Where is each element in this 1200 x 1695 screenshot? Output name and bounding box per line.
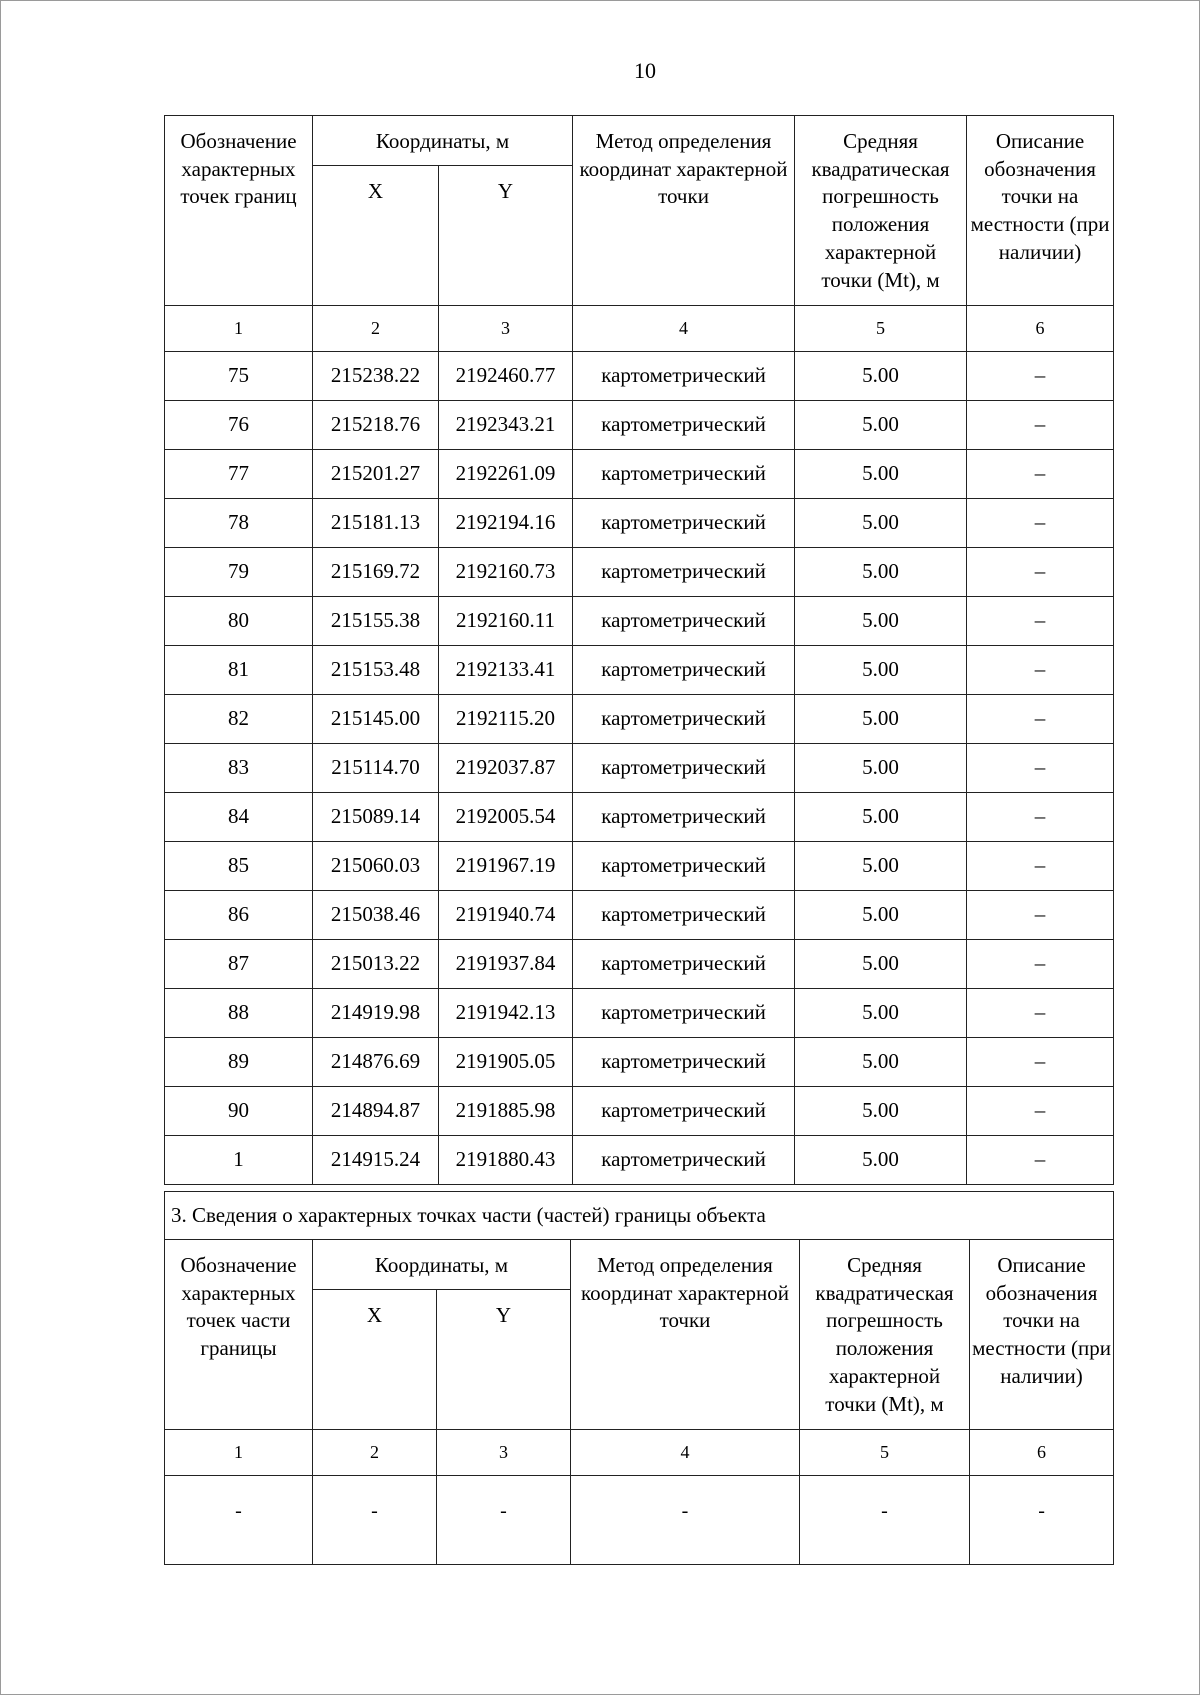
header-point-designation: Обозначение характерных точек границ bbox=[165, 116, 313, 306]
header-coordinates: Координаты, м bbox=[313, 1240, 571, 1290]
cell-error: 5.00 bbox=[795, 891, 967, 940]
cell-point: - bbox=[165, 1476, 313, 1565]
cell-x: - bbox=[313, 1476, 437, 1565]
cell-y: 2191942.13 bbox=[439, 989, 573, 1038]
cell-method: картометрический bbox=[573, 744, 795, 793]
header-y: Y bbox=[439, 166, 573, 306]
cell-x: 215145.00 bbox=[313, 695, 439, 744]
cell-description: – bbox=[967, 891, 1114, 940]
cell-error: 5.00 bbox=[795, 940, 967, 989]
cell-point: 83 bbox=[165, 744, 313, 793]
cell-y: 2192005.54 bbox=[439, 793, 573, 842]
column-number: 4 bbox=[571, 1430, 800, 1476]
coordinates-table bbox=[164, 115, 1114, 1185]
cell-error: 5.00 bbox=[795, 695, 967, 744]
cell-point: 80 bbox=[165, 597, 313, 646]
cell-error: 5.00 bbox=[795, 499, 967, 548]
cell-method: картометрический bbox=[573, 989, 795, 1038]
cell-point: 78 bbox=[165, 499, 313, 548]
cell-description: – bbox=[967, 548, 1114, 597]
cell-y: 2191880.43 bbox=[439, 1136, 573, 1185]
cell-method: картометрический bbox=[573, 695, 795, 744]
table-row bbox=[165, 597, 1114, 646]
table-row bbox=[165, 940, 1114, 989]
cell-description: – bbox=[967, 744, 1114, 793]
table-row bbox=[165, 695, 1114, 744]
cell-description: – bbox=[967, 940, 1114, 989]
header-x: X bbox=[313, 166, 439, 306]
cell-point: 87 bbox=[165, 940, 313, 989]
cell-y: 2191937.84 bbox=[439, 940, 573, 989]
table-row bbox=[165, 842, 1114, 891]
cell-x: 215089.14 bbox=[313, 793, 439, 842]
table-row bbox=[165, 1087, 1114, 1136]
cell-y: 2192261.09 bbox=[439, 450, 573, 499]
cell-x: 215169.72 bbox=[313, 548, 439, 597]
column-number: 2 bbox=[313, 1430, 437, 1476]
cell-description: – bbox=[967, 1038, 1114, 1087]
cell-point: 84 bbox=[165, 793, 313, 842]
cell-y: 2191885.98 bbox=[439, 1087, 573, 1136]
cell-error: 5.00 bbox=[795, 1136, 967, 1185]
cell-point: 89 bbox=[165, 1038, 313, 1087]
cell-description: – bbox=[967, 499, 1114, 548]
cell-method: картометрический bbox=[573, 842, 795, 891]
cell-method: картометрический bbox=[573, 1087, 795, 1136]
cell-description: – bbox=[967, 401, 1114, 450]
cell-x: 215038.46 bbox=[313, 891, 439, 940]
column-number: 4 bbox=[573, 306, 795, 352]
header-method: Метод определения координат характерной точки bbox=[571, 1240, 800, 1430]
header-mean-error: Средняя квадратическая погрешность положения характерной точки (Mt), м bbox=[800, 1240, 970, 1430]
table-row bbox=[165, 793, 1114, 842]
cell-x: 214876.69 bbox=[313, 1038, 439, 1087]
cell-y: - bbox=[437, 1476, 571, 1565]
cell-y: 2192343.21 bbox=[439, 401, 573, 450]
cell-method: картометрический bbox=[573, 891, 795, 940]
cell-method: картометрический bbox=[573, 597, 795, 646]
cell-point: 75 bbox=[165, 352, 313, 401]
cell-y: 2191905.05 bbox=[439, 1038, 573, 1087]
cell-method: картометрический bbox=[573, 940, 795, 989]
cell-x: 215155.38 bbox=[313, 597, 439, 646]
cell-y: 2192160.11 bbox=[439, 597, 573, 646]
cell-point: 79 bbox=[165, 548, 313, 597]
table-row bbox=[165, 401, 1114, 450]
header-method: Метод определения координат характерной точки bbox=[573, 116, 795, 306]
header-description: Описание обозначения точки на местности (при наличии) bbox=[967, 116, 1114, 306]
cell-point: 81 bbox=[165, 646, 313, 695]
cell-y: 2192460.77 bbox=[439, 352, 573, 401]
cell-method: - bbox=[571, 1476, 800, 1565]
cell-error: - bbox=[800, 1476, 970, 1565]
cell-y: 2191967.19 bbox=[439, 842, 573, 891]
cell-point: 88 bbox=[165, 989, 313, 1038]
cell-x: 215153.48 bbox=[313, 646, 439, 695]
cell-point: 76 bbox=[165, 401, 313, 450]
column-number-row bbox=[165, 1430, 1114, 1476]
cell-y: 2191940.74 bbox=[439, 891, 573, 940]
column-number: 5 bbox=[800, 1430, 970, 1476]
table-header-row bbox=[165, 116, 1114, 166]
cell-y: 2192133.41 bbox=[439, 646, 573, 695]
cell-y: 2192194.16 bbox=[439, 499, 573, 548]
table-row bbox=[165, 548, 1114, 597]
cell-method: картометрический bbox=[573, 646, 795, 695]
cell-error: 5.00 bbox=[795, 597, 967, 646]
cell-method: картометрический bbox=[573, 499, 795, 548]
cell-point: 77 bbox=[165, 450, 313, 499]
cell-point: 90 bbox=[165, 1087, 313, 1136]
cell-error: 5.00 bbox=[795, 548, 967, 597]
cell-x: 214894.87 bbox=[313, 1087, 439, 1136]
cell-point: 82 bbox=[165, 695, 313, 744]
page-number: 10 bbox=[634, 58, 656, 83]
cell-description: - bbox=[970, 1476, 1114, 1565]
column-number: 3 bbox=[439, 306, 573, 352]
table-row bbox=[165, 989, 1114, 1038]
cell-description: – bbox=[967, 793, 1114, 842]
cell-y: 2192160.73 bbox=[439, 548, 573, 597]
section3-title: 3. Сведения о характерных точках части (частей) границы объекта bbox=[165, 1192, 1114, 1240]
cell-y: 2192037.87 bbox=[439, 744, 573, 793]
cell-description: – bbox=[967, 646, 1114, 695]
cell-error: 5.00 bbox=[795, 989, 967, 1038]
cell-description: – bbox=[967, 450, 1114, 499]
cell-description: – bbox=[967, 1087, 1114, 1136]
cell-point: 86 bbox=[165, 891, 313, 940]
header-y: Y bbox=[437, 1290, 571, 1430]
cell-error: 5.00 bbox=[795, 793, 967, 842]
cell-method: картометрический bbox=[573, 1038, 795, 1087]
cell-x: 214915.24 bbox=[313, 1136, 439, 1185]
cell-x: 215218.76 bbox=[313, 401, 439, 450]
cell-method: картометрический bbox=[573, 352, 795, 401]
cell-method: картометрический bbox=[573, 548, 795, 597]
column-number-row bbox=[165, 306, 1114, 352]
section3-title-row bbox=[165, 1192, 1114, 1240]
cell-description: – bbox=[967, 597, 1114, 646]
cell-description: – bbox=[967, 842, 1114, 891]
table-row bbox=[165, 744, 1114, 793]
cell-error: 5.00 bbox=[795, 401, 967, 450]
cell-error: 5.00 bbox=[795, 450, 967, 499]
table-row bbox=[165, 499, 1114, 548]
column-number: 5 bbox=[795, 306, 967, 352]
header-coordinates: Координаты, м bbox=[313, 116, 573, 166]
table-row bbox=[165, 891, 1114, 940]
cell-error: 5.00 bbox=[795, 1038, 967, 1087]
header-x: X bbox=[313, 1290, 437, 1430]
table-row bbox=[165, 1136, 1114, 1185]
cell-description: – bbox=[967, 352, 1114, 401]
header-point-designation: Обозначение характерных точек части границы bbox=[165, 1240, 313, 1430]
header-mean-error: Средняя квадратическая погрешность положения характерной точки (Mt), м bbox=[795, 116, 967, 306]
cell-error: 5.00 bbox=[795, 352, 967, 401]
column-number: 1 bbox=[165, 306, 313, 352]
cell-error: 5.00 bbox=[795, 1087, 967, 1136]
column-number: 6 bbox=[967, 306, 1114, 352]
section3-header-row bbox=[165, 1240, 1114, 1290]
column-number: 3 bbox=[437, 1430, 571, 1476]
cell-x: 215013.22 bbox=[313, 940, 439, 989]
cell-x: 215114.70 bbox=[313, 744, 439, 793]
cell-point: 85 bbox=[165, 842, 313, 891]
cell-method: картометрический bbox=[573, 793, 795, 842]
cell-error: 5.00 bbox=[795, 842, 967, 891]
column-number: 1 bbox=[165, 1430, 313, 1476]
cell-error: 5.00 bbox=[795, 646, 967, 695]
section3-table bbox=[164, 1191, 1114, 1565]
table-row bbox=[165, 1476, 1114, 1565]
cell-y: 2192115.20 bbox=[439, 695, 573, 744]
table-row bbox=[165, 1038, 1114, 1087]
cell-method: картометрический bbox=[573, 401, 795, 450]
column-number: 6 bbox=[970, 1430, 1114, 1476]
cell-description: – bbox=[967, 989, 1114, 1038]
cell-error: 5.00 bbox=[795, 744, 967, 793]
cell-method: картометрический bbox=[573, 1136, 795, 1185]
table-row bbox=[165, 646, 1114, 695]
cell-method: картометрический bbox=[573, 450, 795, 499]
cell-x: 214919.98 bbox=[313, 989, 439, 1038]
cell-x: 215181.13 bbox=[313, 499, 439, 548]
column-number: 2 bbox=[313, 306, 439, 352]
cell-description: – bbox=[967, 695, 1114, 744]
cell-x: 215201.27 bbox=[313, 450, 439, 499]
cell-x: 215238.22 bbox=[313, 352, 439, 401]
header-description: Описание обозначения точки на местности (при наличии) bbox=[970, 1240, 1114, 1430]
table-row bbox=[165, 450, 1114, 499]
cell-description: – bbox=[967, 1136, 1114, 1185]
cell-point: 1 bbox=[165, 1136, 313, 1185]
cell-x: 215060.03 bbox=[313, 842, 439, 891]
table-row bbox=[165, 352, 1114, 401]
